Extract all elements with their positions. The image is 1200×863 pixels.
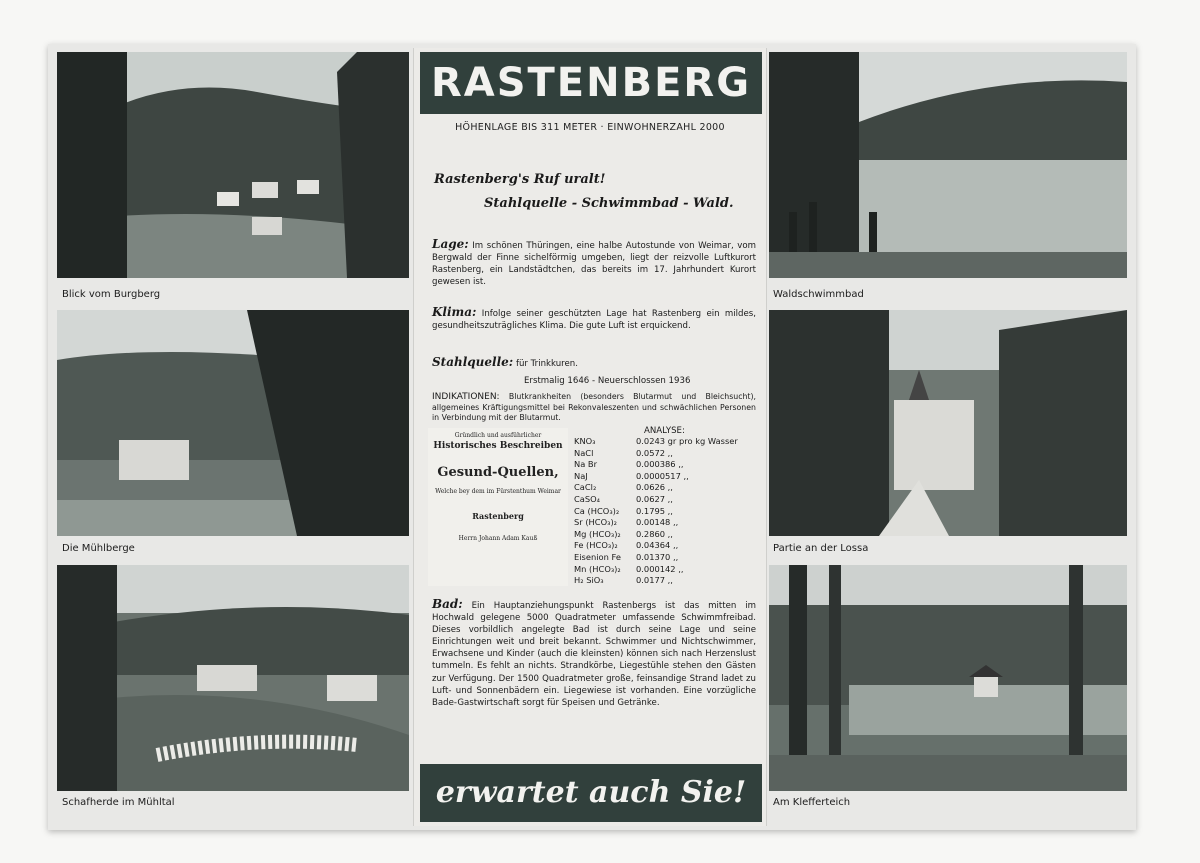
stahl-text: für Trinkkuren. bbox=[515, 359, 578, 369]
caption-klefferteich: Am Klefferteich bbox=[773, 797, 851, 808]
stahl-paragraph bbox=[432, 356, 756, 370]
old-doc-line-4: Welche bey dem im Fürstenthum Weimar bbox=[435, 488, 561, 495]
footer-banner: erwartet auch Sie! bbox=[420, 764, 762, 822]
lage-text: Im schönen Thüringen, eine halbe Autostunde von Weimar, vom Bergwald der Finne sichelförmig umgeben, liegt der reizvolle Luftkurort Rastenberg, ein Landstädtchen, das bereits im 17. Jahrhundert Kurort gewesen ist. bbox=[432, 241, 756, 288]
analysis-row: NaJ 0.0000517 ,, bbox=[574, 470, 689, 481]
text-panel bbox=[413, 48, 767, 826]
historic-document-image bbox=[428, 428, 568, 586]
analysis-row: NaCl 0.0572 ,, bbox=[574, 447, 673, 458]
old-doc-line-5: Rastenberg bbox=[472, 511, 524, 521]
old-doc-line-2: Historisches Beschreiben bbox=[433, 441, 563, 451]
old-doc-line-6: Herrn Johann Adam Kauß bbox=[458, 535, 538, 542]
analysis-row: Sr (HCO₃)₂ 0.00148 ,, bbox=[574, 517, 679, 528]
analysis-row: H₂ SiO₃ 0.0177 ,, bbox=[574, 575, 673, 586]
old-doc-line-1: Gründlich und ausführlicher bbox=[454, 432, 542, 439]
bad-text: Ein Hauptanziehungspunkt Rastenbergs ist das mitten im Hochwald gelegene 5000 Quadratmeter umfassende Schwimmfreibad. Dieses vorbildlich angelegte Bad ist durch seine Lage und seine Einrichtungen weit und breit bekannt. Schwimmer und Nichtschwimmer, Erwachsene und Kinder (auch die kleinsten) können sich nach Herzenslust tummeln. Es fehlt an nichts. Strandkörbe, Liegestühle stehen den Gästen zur Verfügung. Der 1500 Quadratmeter große, feinsandige Strand ladet zu Luft- und Sonnenbädern ein. Liegewiese ist vorhanden. Eine vorzügliche Bade-Gastwirtschaft sorgt für Speisen und Getränke. bbox=[432, 601, 756, 708]
photo-klefferteich bbox=[769, 565, 1127, 791]
slogan-line-2: Stahlquelle - Schwimmbad - Wald. bbox=[484, 196, 734, 211]
caption-burgberg: Blick vom Burgberg bbox=[62, 289, 161, 300]
indikationen-text: Blutkrankheiten (besonders Blutarmut und Bleichsucht), allgemeines Kräftigungsmittel bei Rekonvaleszenten und schwächlichen Personen in Verbindung mit der Blutarmut. bbox=[432, 392, 756, 422]
analysis-row: CaCl₂ 0.0626 ,, bbox=[574, 482, 673, 493]
klima-paragraph bbox=[432, 306, 756, 332]
title-banner: RASTENBERG bbox=[420, 52, 762, 114]
klima-text: Infolge seiner geschützten Lage hat Rastenberg ein mildes, gesundheitszuträgliches Klima. Die gute Luft ist erquickend. bbox=[432, 309, 756, 332]
photo-burgberg bbox=[57, 52, 409, 278]
photo-waldschwimmbad bbox=[769, 52, 1127, 278]
photo-schafherde bbox=[57, 565, 409, 791]
caption-waldschwimmbad: Waldschwimmbad bbox=[773, 289, 864, 300]
stahl-dates: Erstmalig 1646 - Neuerschlossen 1936 bbox=[524, 376, 691, 386]
analysis-row: Ca (HCO₃)₂ 0.1795 ,, bbox=[574, 505, 673, 516]
analysis-table bbox=[574, 436, 760, 587]
photo-muehlberge bbox=[57, 310, 409, 536]
analysis-row: Eisenion Fe 0.01370 ,, bbox=[574, 551, 679, 562]
analysis-row: Na Br 0.000386 ,, bbox=[574, 459, 684, 470]
indikationen-paragraph bbox=[432, 392, 756, 424]
klima-heading: Klima: bbox=[432, 305, 477, 319]
old-doc-line-3: Gesund-Quellen, bbox=[437, 465, 559, 480]
bad-paragraph bbox=[432, 598, 756, 709]
caption-muehlberge: Die Mühlberge bbox=[62, 543, 135, 554]
lage-heading: Lage: bbox=[432, 237, 469, 251]
lage-paragraph bbox=[432, 238, 756, 288]
indikationen-heading: INDIKATIONEN: bbox=[432, 392, 500, 402]
stahl-heading: Stahlquelle: bbox=[432, 355, 514, 369]
analysis-title: ANALYSE: bbox=[644, 426, 685, 436]
analysis-row: Fe (HCO₃)₂ 0.04364 ,, bbox=[574, 540, 679, 551]
analysis-row: KNO₃ 0.0243 gr pro kg Wasser bbox=[574, 436, 738, 446]
analysis-row: Mg (HCO₃)₂ 0.2860 ,, bbox=[574, 528, 673, 539]
caption-lossa: Partie an der Lossa bbox=[773, 543, 869, 554]
caption-schafherde: Schafherde im Mühltal bbox=[62, 797, 175, 808]
subtitle: HÖHENLAGE BIS 311 METER · EINWOHNERZAHL 2000 bbox=[455, 122, 725, 133]
bad-heading: Bad: bbox=[432, 597, 463, 611]
old-doc-filler bbox=[428, 451, 568, 465]
slogan-line-1: Rastenberg's Ruf uralt! bbox=[434, 172, 606, 187]
photo-lossa bbox=[769, 310, 1127, 536]
analysis-row: Mn (HCO₃)₂ 0.000142 ,, bbox=[574, 563, 684, 574]
analysis-row: CaSO₄ 0.0627 ,, bbox=[574, 493, 673, 504]
